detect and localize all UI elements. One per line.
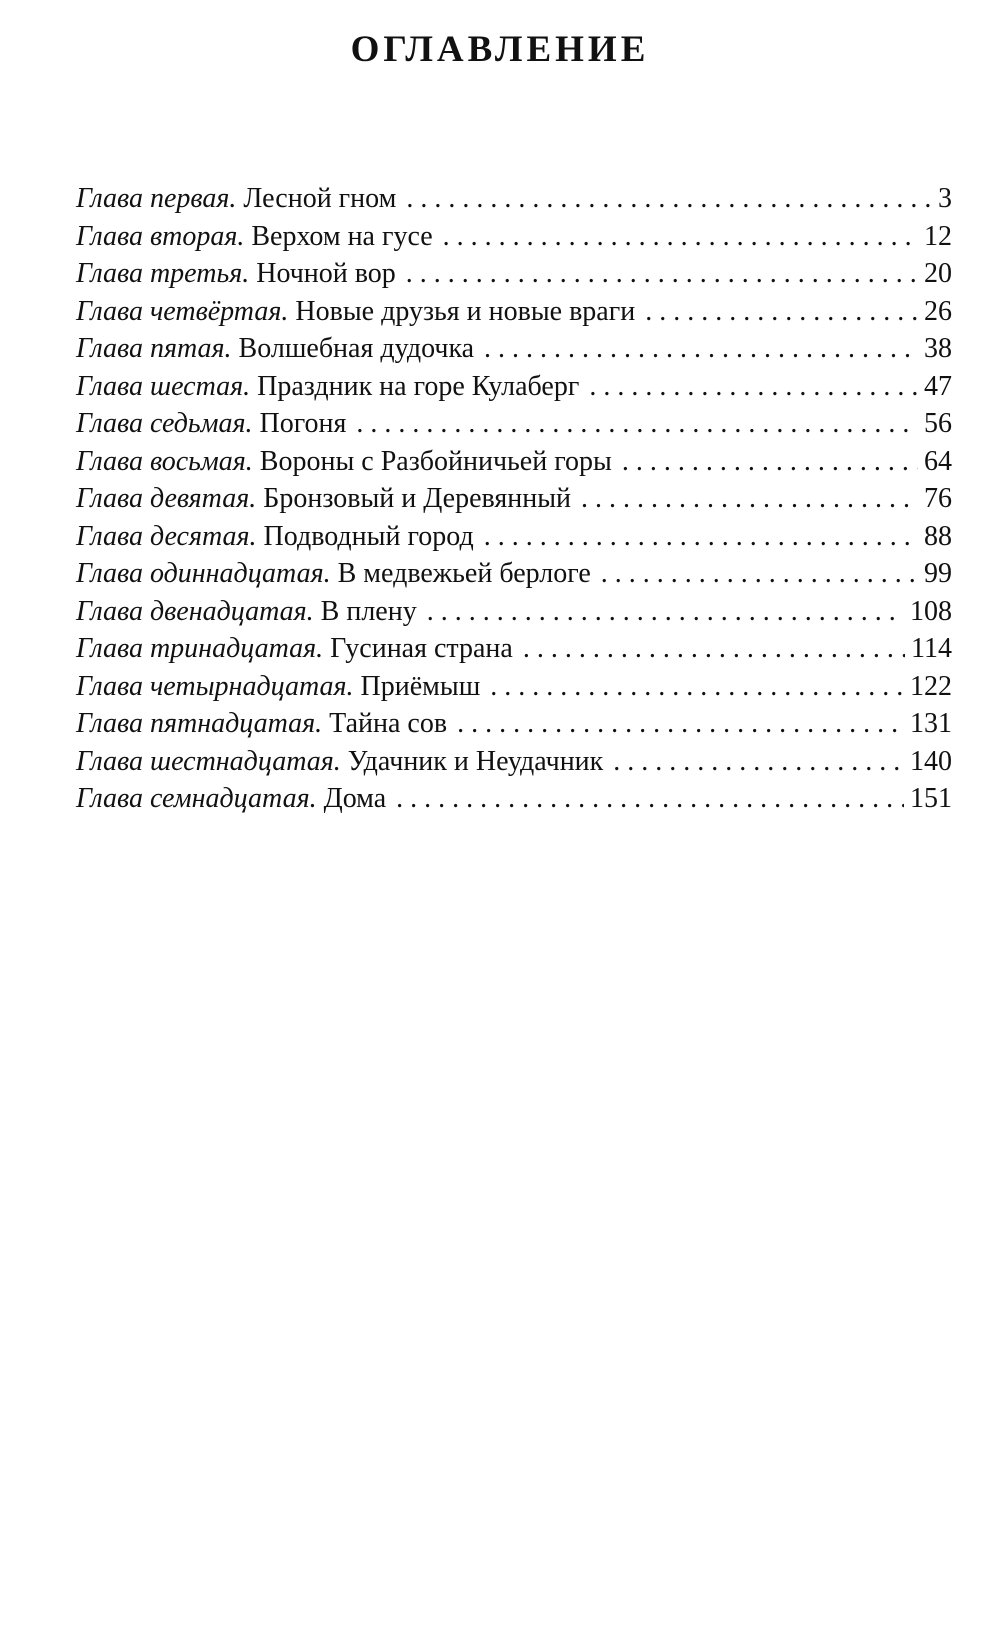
dot-leader [622,443,918,481]
chapter-title: Приёмыш [360,670,481,702]
toc-entry [76,368,952,406]
chapter-title: Погоня [259,408,347,439]
toc-entry [76,593,952,631]
chapter-label: Глава вторая. [76,220,245,252]
chapter-label: Глава тринадцатая. [76,633,324,664]
dot-leader [457,705,904,743]
toc-entry [76,218,952,256]
chapter-label: Глава седьмая. [76,408,253,439]
page-number: 64 [924,445,952,477]
chapter-title: Новые друзья и новые враги [295,295,636,327]
chapter-title: Удачник и Неудачник [347,745,604,777]
toc-entry [76,255,952,293]
chapter-label: Глава одиннадцатая. [76,558,331,589]
chapter-title: Дома [323,783,387,814]
chapter-title: В медвежьей берлоге [337,558,591,589]
dot-leader [396,780,904,818]
chapter-label: Глава десятая. [76,520,257,552]
toc-entry [76,443,952,481]
chapter-label: Глава четвёртая. [76,295,289,327]
toc-entry [76,518,952,556]
toc-entry [76,630,952,668]
dot-leader [490,668,904,706]
dot-leader [581,480,918,518]
toc-entry [76,780,952,818]
chapter-label: Глава первая. [76,183,237,214]
chapter-label: Глава семнадцатая. [76,783,317,814]
dot-leader [589,368,918,406]
page-number: 114 [911,633,952,664]
page-number: 20 [924,258,952,289]
dot-leader [427,593,904,631]
page-number: 122 [910,670,952,702]
chapter-label: Глава шестнадцатая. [76,745,341,777]
chapter-title: Праздник на горе Кулаберг [257,370,580,402]
page-number: 56 [924,408,952,439]
dot-leader [601,555,918,593]
toc-entry [76,405,952,443]
page-number: 140 [910,745,952,777]
page-number: 88 [924,520,952,552]
table-of-contents [76,180,952,818]
page-number: 131 [910,708,952,739]
chapter-label: Глава двенадцатая. [76,595,314,627]
dot-leader [613,743,904,781]
page-number: 99 [924,558,952,589]
dot-leader [406,255,918,293]
page-number: 76 [924,483,952,514]
chapter-title: Бронзовый и Деревянный [263,483,572,514]
page-number: 47 [924,370,952,402]
chapter-label: Глава шестая. [76,370,251,402]
chapter-title: Гусиная страна [330,633,513,664]
chapter-label: Глава четырнадцатая. [76,670,354,702]
dot-leader [484,518,918,556]
page-number: 12 [924,220,952,252]
toc-entry [76,705,952,743]
page-number: 151 [910,783,952,814]
chapter-label: Глава пятнадцатая. [76,708,323,739]
chapter-title: Тайна сов [329,708,448,739]
toc-entry [76,293,952,331]
toc-entry [76,743,952,781]
page-title: ОГЛАВЛЕНИЕ [350,29,650,70]
page-number: 108 [910,595,952,627]
dot-leader [356,405,918,443]
chapter-title: В плену [320,595,417,627]
chapter-title: Верхом на гусе [251,220,433,252]
chapter-label: Глава пятая. [76,333,232,364]
toc-entry [76,330,952,368]
page-number: 38 [924,333,952,364]
dot-leader [645,293,918,331]
chapter-title: Волшебная дудочка [238,333,475,364]
toc-entry [76,180,952,218]
dot-leader [406,180,932,218]
chapter-title: Вороны с Разбойничьей горы [259,445,612,477]
chapter-label: Глава третья. [76,258,250,289]
toc-entry [76,668,952,706]
page-number: 26 [924,295,952,327]
chapter-title: Лесной гном [243,183,397,214]
chapter-title: Подводный город [263,520,474,552]
toc-entry [76,480,952,518]
page-number: 3 [938,183,952,214]
dot-leader [523,630,905,668]
chapter-label: Глава восьмая. [76,445,253,477]
toc-entry [76,555,952,593]
dot-leader [443,218,918,256]
dot-leader [484,330,918,368]
chapter-label: Глава девятая. [76,483,257,514]
chapter-title: Ночной вор [256,258,396,289]
